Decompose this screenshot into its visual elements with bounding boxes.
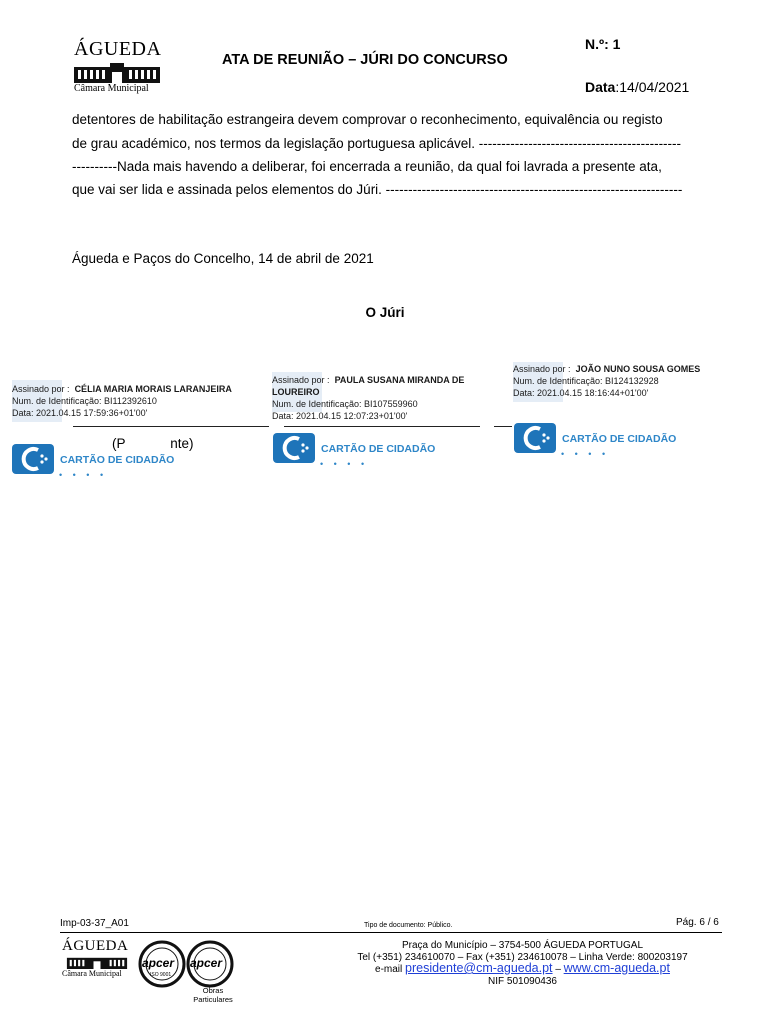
website-link[interactable]: www.cm-agueda.pt [563,961,670,975]
signer-id: Num. de Identificação: BI107559960 [272,399,418,409]
header-logo [74,38,174,94]
footer-logo-subtitle: Câmara Municipal [62,969,122,978]
apcer-label: apcer [142,956,175,970]
footer-logo [62,938,142,978]
cartao-cidadao-logo-1 [12,444,174,480]
email-prefix: e-mail [375,964,403,975]
signature-line-1 [73,426,269,427]
town-hall-icon [74,63,160,83]
signature-block-1 [12,383,262,419]
apcer-label: apcer [190,956,223,970]
signed-by-label: Assinado por : [513,364,571,374]
email-link[interactable]: presidente@cm-agueda.pt [405,961,553,975]
cartao-cidadao-text: CARTÃO DE CIDADÃO [60,454,175,466]
iso-label: ISO 9001 [150,972,172,978]
body-line-1: detentores de habilitação estrangeira devem comprovar o reconhecimento, equivalência ou registo [72,112,663,127]
signature-block-3 [513,363,753,399]
signature-date: Data: 2021.04.15 17:59:36+01'00' [12,408,148,418]
number-label: N.º [585,36,605,52]
number-value: : 1 [604,36,621,52]
footer-nif: NIF 501090436 [488,975,557,987]
cartao-cidadao-icon [273,433,315,463]
signer-role-partial: (P nte) [112,436,194,451]
signed-by-label: Assinado por : [12,384,70,394]
jury-heading: O Júri [365,305,405,320]
document-type: Tipo de documento: Público. [364,922,453,929]
document-date [585,79,689,95]
signer-name: JOÃO NUNO SOUSA GOMES [575,364,701,374]
signer-id: Num. de Identificação: BI112392610 [12,396,157,406]
place-date: Águeda e Paços do Concelho, 14 de abril de 2021 [72,251,374,266]
body-line-2: de grau académico, nos termos da legislação portuguesa aplicável. --------------------------------------------- [72,136,682,151]
apcer-seal-2 [186,940,234,988]
obras-line1: Obras [202,986,224,995]
cartao-cidadao-icon [12,444,54,474]
document-title: ATA DE REUNIÃO – JÚRI DO CONCURSO [222,52,508,68]
cartao-cidadao-logo-2 [273,433,435,469]
signature-line-3 [494,426,512,427]
obras-line2: Particulares [193,995,233,1004]
signer-name-line2: LOUREIRO [272,387,320,397]
town-hall-icon [62,955,132,969]
cartao-cidadao-text: CARTÃO DE CIDADÃO [562,433,677,445]
footer-contacts [330,963,715,976]
signer-name: CÉLIA MARIA MORAIS LARANJEIRA [74,384,232,394]
date-label: Data [585,79,616,95]
contact-separator: – [555,964,561,975]
signature-block-2 [272,374,502,422]
cartao-cidadao-icon [514,423,556,453]
cartao-cidadao-logo-3 [514,423,676,459]
footer-logo-name: ÁGUEDA [62,938,129,954]
cartao-dots: • • • • [59,470,108,480]
page-number: Pág. 6 / 6 [676,917,719,928]
signer-name-line1: PAULA SUSANA MIRANDA DE [334,375,465,385]
document-number [585,36,620,52]
signed-by-label: Assinado por : [272,375,330,385]
cartao-cidadao-text: CARTÃO DE CIDADÃO [321,443,436,455]
footer-address: Praça do Município – 3754-500 ÁGUEDA PORTUGAL [401,940,644,951]
footer-divider [60,932,722,933]
signature-date: Data: 2021.04.15 12:07:23+01'00' [272,411,408,421]
obras-particulares [178,986,248,1004]
form-code: Imp-03-37_A01 [60,918,129,929]
cartao-dots: • • • • [320,459,369,469]
footer-phones: Tel (+351) 234610070 – Fax (+351) 234610078 – Linha Verde: 800203197 [357,951,688,963]
apcer-seal-1 [138,940,186,988]
date-value: :14/04/2021 [615,79,690,95]
body-line-3: ----------Nada mais havendo a deliberar, foi encerrada a reunião, da qual foi lavrada a presente ata, [72,159,662,174]
cartao-dots: • • • • [561,449,610,459]
logo-name: ÁGUEDA [74,38,162,60]
body-line-4: que vai ser lida e assinada pelos elementos do Júri. ------------------------------------------------------------------ [72,182,683,197]
logo-subtitle: Câmara Municipal [74,83,149,94]
signer-id: Num. de Identificação: BI124132928 [513,376,659,386]
signature-date: Data: 2021.04.15 18:16:44+01'00' [513,388,649,398]
signature-line-2 [284,426,480,427]
footer-address-block [330,940,715,987]
